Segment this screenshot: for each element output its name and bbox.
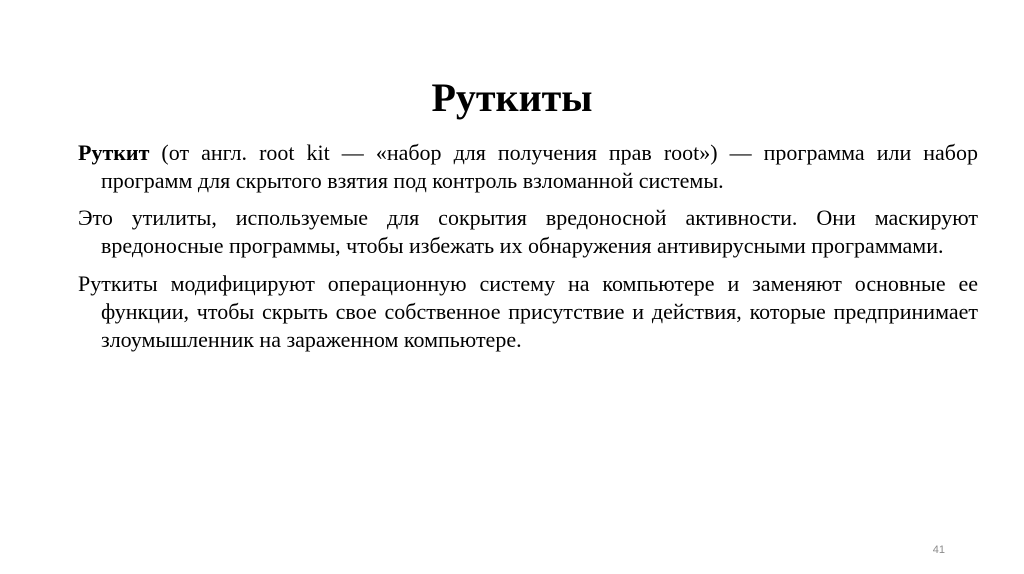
paragraph-definition (78, 139, 978, 195)
slide-title: Руткиты (431, 75, 593, 120)
slide-body (78, 139, 978, 362)
term-rootkit: Руткит (78, 140, 150, 165)
paragraph-purpose: Это утилиты, используемые для сокрытия вредоносной активности. Они маскируют вредоносные программы, чтобы избежать их обнаружения антивирусными программами. (78, 205, 978, 258)
page-number: 41 (932, 544, 945, 556)
definition-text: (от англ. root kit — «набор для получения прав root») — программа или набор программ для скрытого взятия под контроль взломанной системы. (101, 140, 978, 193)
paragraph-modification: Руткиты модифицируют операционную систему на компьютере и заменяют основные ее функции, чтобы скрыть свое собственное присутствие и действия, которые предпринимает злоумышленник на зараженном компьютере. (78, 271, 978, 352)
